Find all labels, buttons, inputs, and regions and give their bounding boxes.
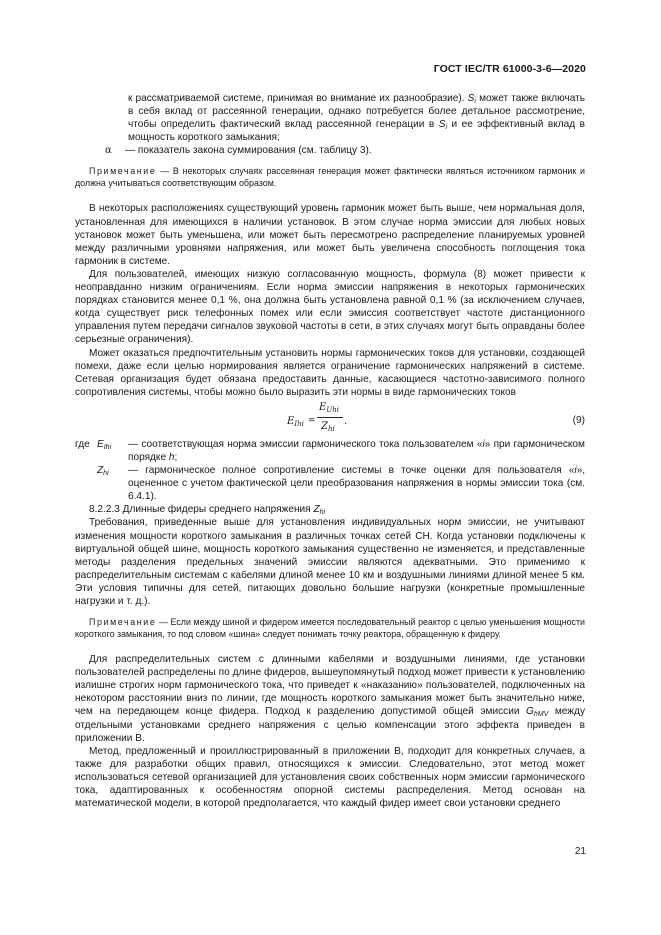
paragraph-method: Метод, предложенный и проиллюстрированный в приложении В, подходит для конкретных случаев, а также для разработки общих правил, относящихся к эмиссии. Следовательно, этот метод может использоваться сетевой организацией для установления своих собственных норм эмиссии гармонического тока, адаптированных к особенностям опорной системы распределения. Метод основан на математической модели, в которой предполагается, что каждый фидер имеет свои установки среднего — [75, 745, 585, 810]
subsection-heading: 8.2.2.3 Длинные фидеры среднего напряжения $Z_{hi}$ — [89, 504, 326, 517]
fraction-bar — [317, 417, 343, 418]
definition-Zhi: $Z_{hi}$ — гармоническое полное сопротивление системы в точке оценки для пользователя «i», оцененное с учетом фактической цели преобразования напряжения в нормы эмиссии тока (см. 6.4.1). — [97, 465, 585, 503]
definition-EIhi: где $E_{Ihi}$ — соответствующая норма эмиссии гармонического тока пользователем «i» при гармоническом порядке h; — [75, 438, 585, 463]
equation-number: (9) — [572, 414, 585, 426]
alpha-text: — показатель закона суммирования (см. таблицу 3). — [125, 145, 372, 157]
note-series-reactor: Примечание — Если между шиной и фидером имеется последовательный реактор с целью уменьшения мощности короткого замыкания, то под словом «шина» следует понимать точку реактора, обращенную к фидеру. — [75, 617, 585, 640]
alpha-symbol: α — [105, 145, 112, 157]
paragraph-low-power-users: Для пользователей, имеющих низкую согласованную мощность, формула (8) может привести к неоправданно низким ограничениям. Если норма эмиссии напряжения в некоторых гармонических порядках становится менее 0,1 %, она должна быть установлена равной 0,1 % (за исключением случаев, когда существует риск телефонных помех или если эмиссия соответствует частоте дистанционного управления путем передачи сигналов звуковой частоты в сети, в этих случаях могут быть оправданы более серьезные ограничения). — [75, 268, 585, 346]
formula-9: $E_{Ihi}$ = $E_{Uhi}$ $Z_{hi}$ . (9) — [287, 401, 585, 433]
where-definitions — [75, 438, 585, 503]
note-distributed-generation: Примечание — В некоторых случаях рассеянная генерация может фактически являться источником гармоник и должна учитываться соответствующим образом. — [75, 166, 585, 189]
paragraph-long-feeders: Для распределительных систем с длинными кабелями и воздушными линиями, где установки пользователей распределены по длине фидеров, вышеупомянутый подход может привести к установлению излишне строгих норм гармонического тока, что приведет к «наказанию» пользователей, подключенных на некотором расстоянии вниз по линии, где мощность короткого замыкания может быть значительно ниже, чем на передающем конце фидера. Подход к разделению допустимой общей эмиссии $G_{hMV}$ между отдельными установками среднего напряжения с целью компенсации этого эффекта приведен в приложении В. — [75, 654, 585, 744]
standard-header: ГОСТ IEC/TR 61000-3-6—2020 — [433, 63, 586, 75]
alpha-definition — [105, 144, 585, 157]
paragraph-short-circuit: Требования, приведенные выше для установления индивидуальных норм эмиссии, не учитывают изменения мощности короткого замыкания в различных точках сетей СН. Когда установки подключены к виртуальной общей шине, мощность короткого замыкания существенно не изменяется, и представленные методы разделения предельных значений эмиссии являются адекватными. Это применимо к распределительным системам с кабелями длиной менее 10 км и воздушными линиями длиной менее 5 км. Эти условия типичны для сетей, питающих довольно большие нагрузки (конкретные промышленные нагрузки и т. д.). — [75, 517, 585, 607]
page-body — [75, 92, 585, 810]
si-definition-continuation: к рассматриваемой системе, принимая во внимание их разнообразие). $S_i$ может также включать в себя вклад от рассеянной генерации, однако потребуется более детальное рассмотрение, чтобы определить фактический вклад рассеянной генерации в $S_i$ и ее эффективный вклад в мощность короткого замыкания; — [128, 93, 586, 144]
paragraph-current-limits: Может оказаться предпочтительным установить нормы гармонических токов для установки, создающей помехи, даже если целью нормирования является ограничение гармонических напряжений в системе. Сетевая организация будет обязана предоставить данные, касающиеся частотно-зависимого полного сопротивления системы, чтобы можно было выразить эти нормы в виде гармонических токов — [75, 347, 585, 398]
page-number: 21 — [574, 846, 586, 857]
paragraph-existing-harmonics: В некоторых расположениях существующий уровень гармоник может быть выше, чем нормальная доля, установленная для имеющихся в наличии установок. В этом случае норма эмиссии для любых новых установок может быть уменьшена, или может быть пересмотрено распределение планируемых уровней между различными уровнями напряжения, или может быть увеличена способность поглощения тока гармоник в системе. — [75, 203, 585, 267]
